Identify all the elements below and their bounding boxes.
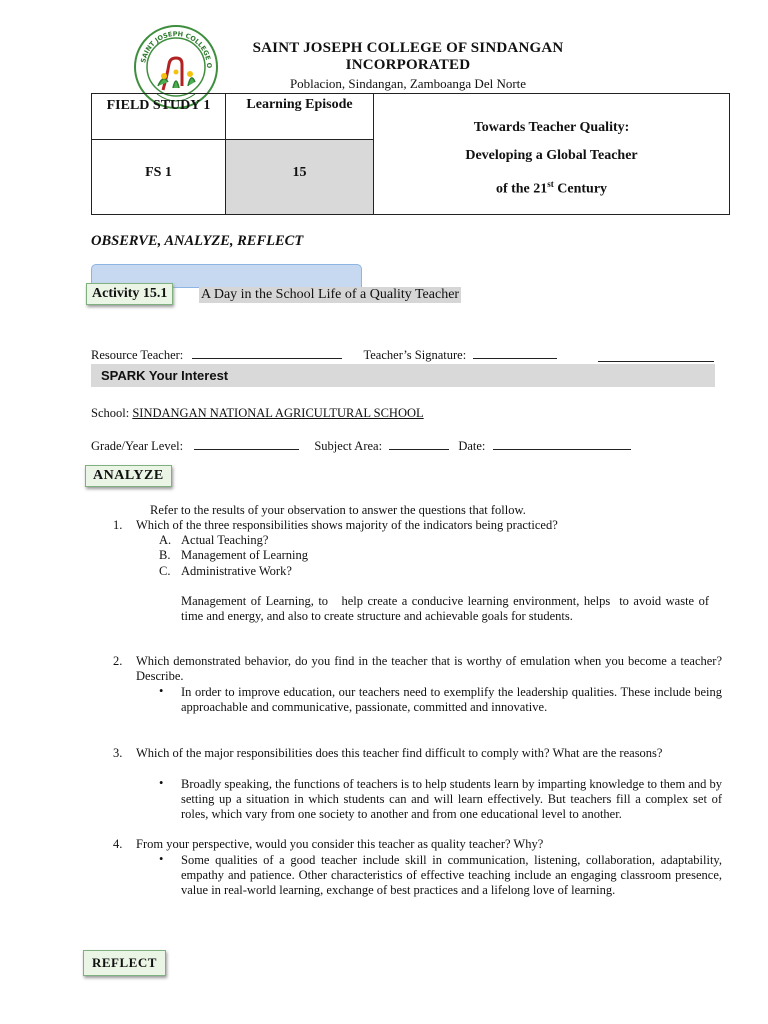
fs-value-cell: FS 1 <box>92 140 226 214</box>
reflect-label: REFLECT <box>83 950 166 976</box>
signature-rule-extension <box>598 361 714 362</box>
q1-text: Which of the three responsibilities shows majority of the indicators being practiced? <box>136 518 558 532</box>
q3-bullet: • <box>159 776 164 790</box>
spark-interest-label: SPARK Your Interest <box>101 368 229 383</box>
episode-title-line3 <box>374 170 729 204</box>
school-name-line2: INCORPORATED <box>345 57 471 73</box>
school-name <box>200 40 616 74</box>
grade-label: Grade/Year Level: <box>91 439 184 453</box>
episode-header-table <box>91 93 730 215</box>
resource-teacher-line <box>91 346 557 363</box>
subject-label: Subject Area: <box>314 439 383 453</box>
school-line <box>91 406 424 421</box>
q1-option-b-letter: B. <box>159 548 171 562</box>
q1-option-a-letter: A. <box>159 533 172 547</box>
episode-title-line3-post: Century <box>553 181 608 197</box>
q1-option-c-text: Administrative Work? <box>181 564 292 578</box>
q3-answer: Broadly speaking, the functions of teachers is to help students learn by imparting knowledge to them and by setting up a situation in which students can and will learn effectively. But teachers fill a complex set of roles, which vary from one society to another and from one educational level to another. <box>181 777 722 821</box>
q4-number: 4. <box>113 837 123 851</box>
q3-number: 3. <box>113 746 123 760</box>
date-label: Date: <box>458 439 486 453</box>
q2-answer: In order to improve education, our teachers need to exemplify the leadership qualities. These include being approachable and communicative, passionate, committed and innovative. <box>181 685 722 714</box>
school-name-line1: SAINT JOSEPH COLLEGE OF SINDANGAN <box>252 40 564 56</box>
activity-label: Activity 15.1 <box>86 283 173 305</box>
resource-teacher-label: Resource Teacher: <box>91 348 184 362</box>
episode-title-line1: Towards Teacher Quality: <box>473 120 630 135</box>
q1-option-a-text: Actual Teaching? <box>181 533 269 547</box>
svg-text:SAINT JOSEPH COLLEGE OF SINDAN: SAINT JOSEPH COLLEGE O <box>139 29 214 69</box>
section-heading: OBSERVE, ANALYZE, REFLECT <box>91 233 304 249</box>
signature-field[interactable] <box>473 346 557 359</box>
school-label: School: <box>91 406 130 420</box>
q2-bullet: • <box>159 684 164 698</box>
grade-subject-date-line <box>91 437 631 454</box>
q4-answer: Some qualities of a good teacher include skill in communication, listening, collaboration, adaptability, empathy and patience. Other characteristics of effective teaching include an engaging classroom presence, value in real-world learning, exchange of best practices and a lifelong love of learning. <box>181 853 722 897</box>
school-address: Poblacion, Sindangan, Zamboanga Del Norte <box>289 76 527 91</box>
resource-teacher-field[interactable] <box>192 346 342 359</box>
analyze-intro: Refer to the results of your observation to answer the questions that follow. <box>150 503 526 517</box>
learning-episode-cell: Learning Episode <box>226 94 374 140</box>
q1-answer: Management of Learning, to help create a conducive learning environment, helps to avoid waste of time and energy, and also to create structure and achievable goals for students. <box>181 594 713 623</box>
subject-field[interactable] <box>389 437 449 450</box>
q4-bullet: • <box>159 852 164 866</box>
q2-text: Which demonstrated behavior, do you find in the teacher that is worthy of emulation when you become a teacher? Describe. <box>136 654 722 683</box>
grade-field[interactable] <box>194 437 299 450</box>
field-study-cell: FIELD STUDY 1 <box>92 94 226 140</box>
analyze-label: ANALYZE <box>85 465 172 487</box>
episode-number-cell: 15 <box>226 140 374 214</box>
q3-text: Which of the major responsibilities does this teacher find difficult to comply with? What are the reasons? <box>136 746 663 760</box>
date-field[interactable] <box>493 437 631 450</box>
episode-title-line3-pre: of the 21 <box>495 181 548 197</box>
signature-label: Teacher’s Signature: <box>363 348 467 362</box>
episode-title-line3-sup: st <box>547 179 554 189</box>
q1-number: 1. <box>113 518 123 532</box>
q1-option-c-letter: C. <box>159 564 171 578</box>
q2-number: 2. <box>113 654 123 668</box>
school-value: SINDANGAN NATIONAL AGRICULTURAL SCHOOL <box>132 406 424 420</box>
q1-option-b-text: Management of Learning <box>181 548 309 562</box>
q4-text: From your perspective, would you consider this teacher as quality teacher? Why? <box>136 837 544 851</box>
activity-title: A Day in the School Life of a Quality Teacher <box>201 287 460 302</box>
episode-title-cell <box>374 94 729 214</box>
episode-title-line2: Developing a Global Teacher <box>465 148 638 163</box>
